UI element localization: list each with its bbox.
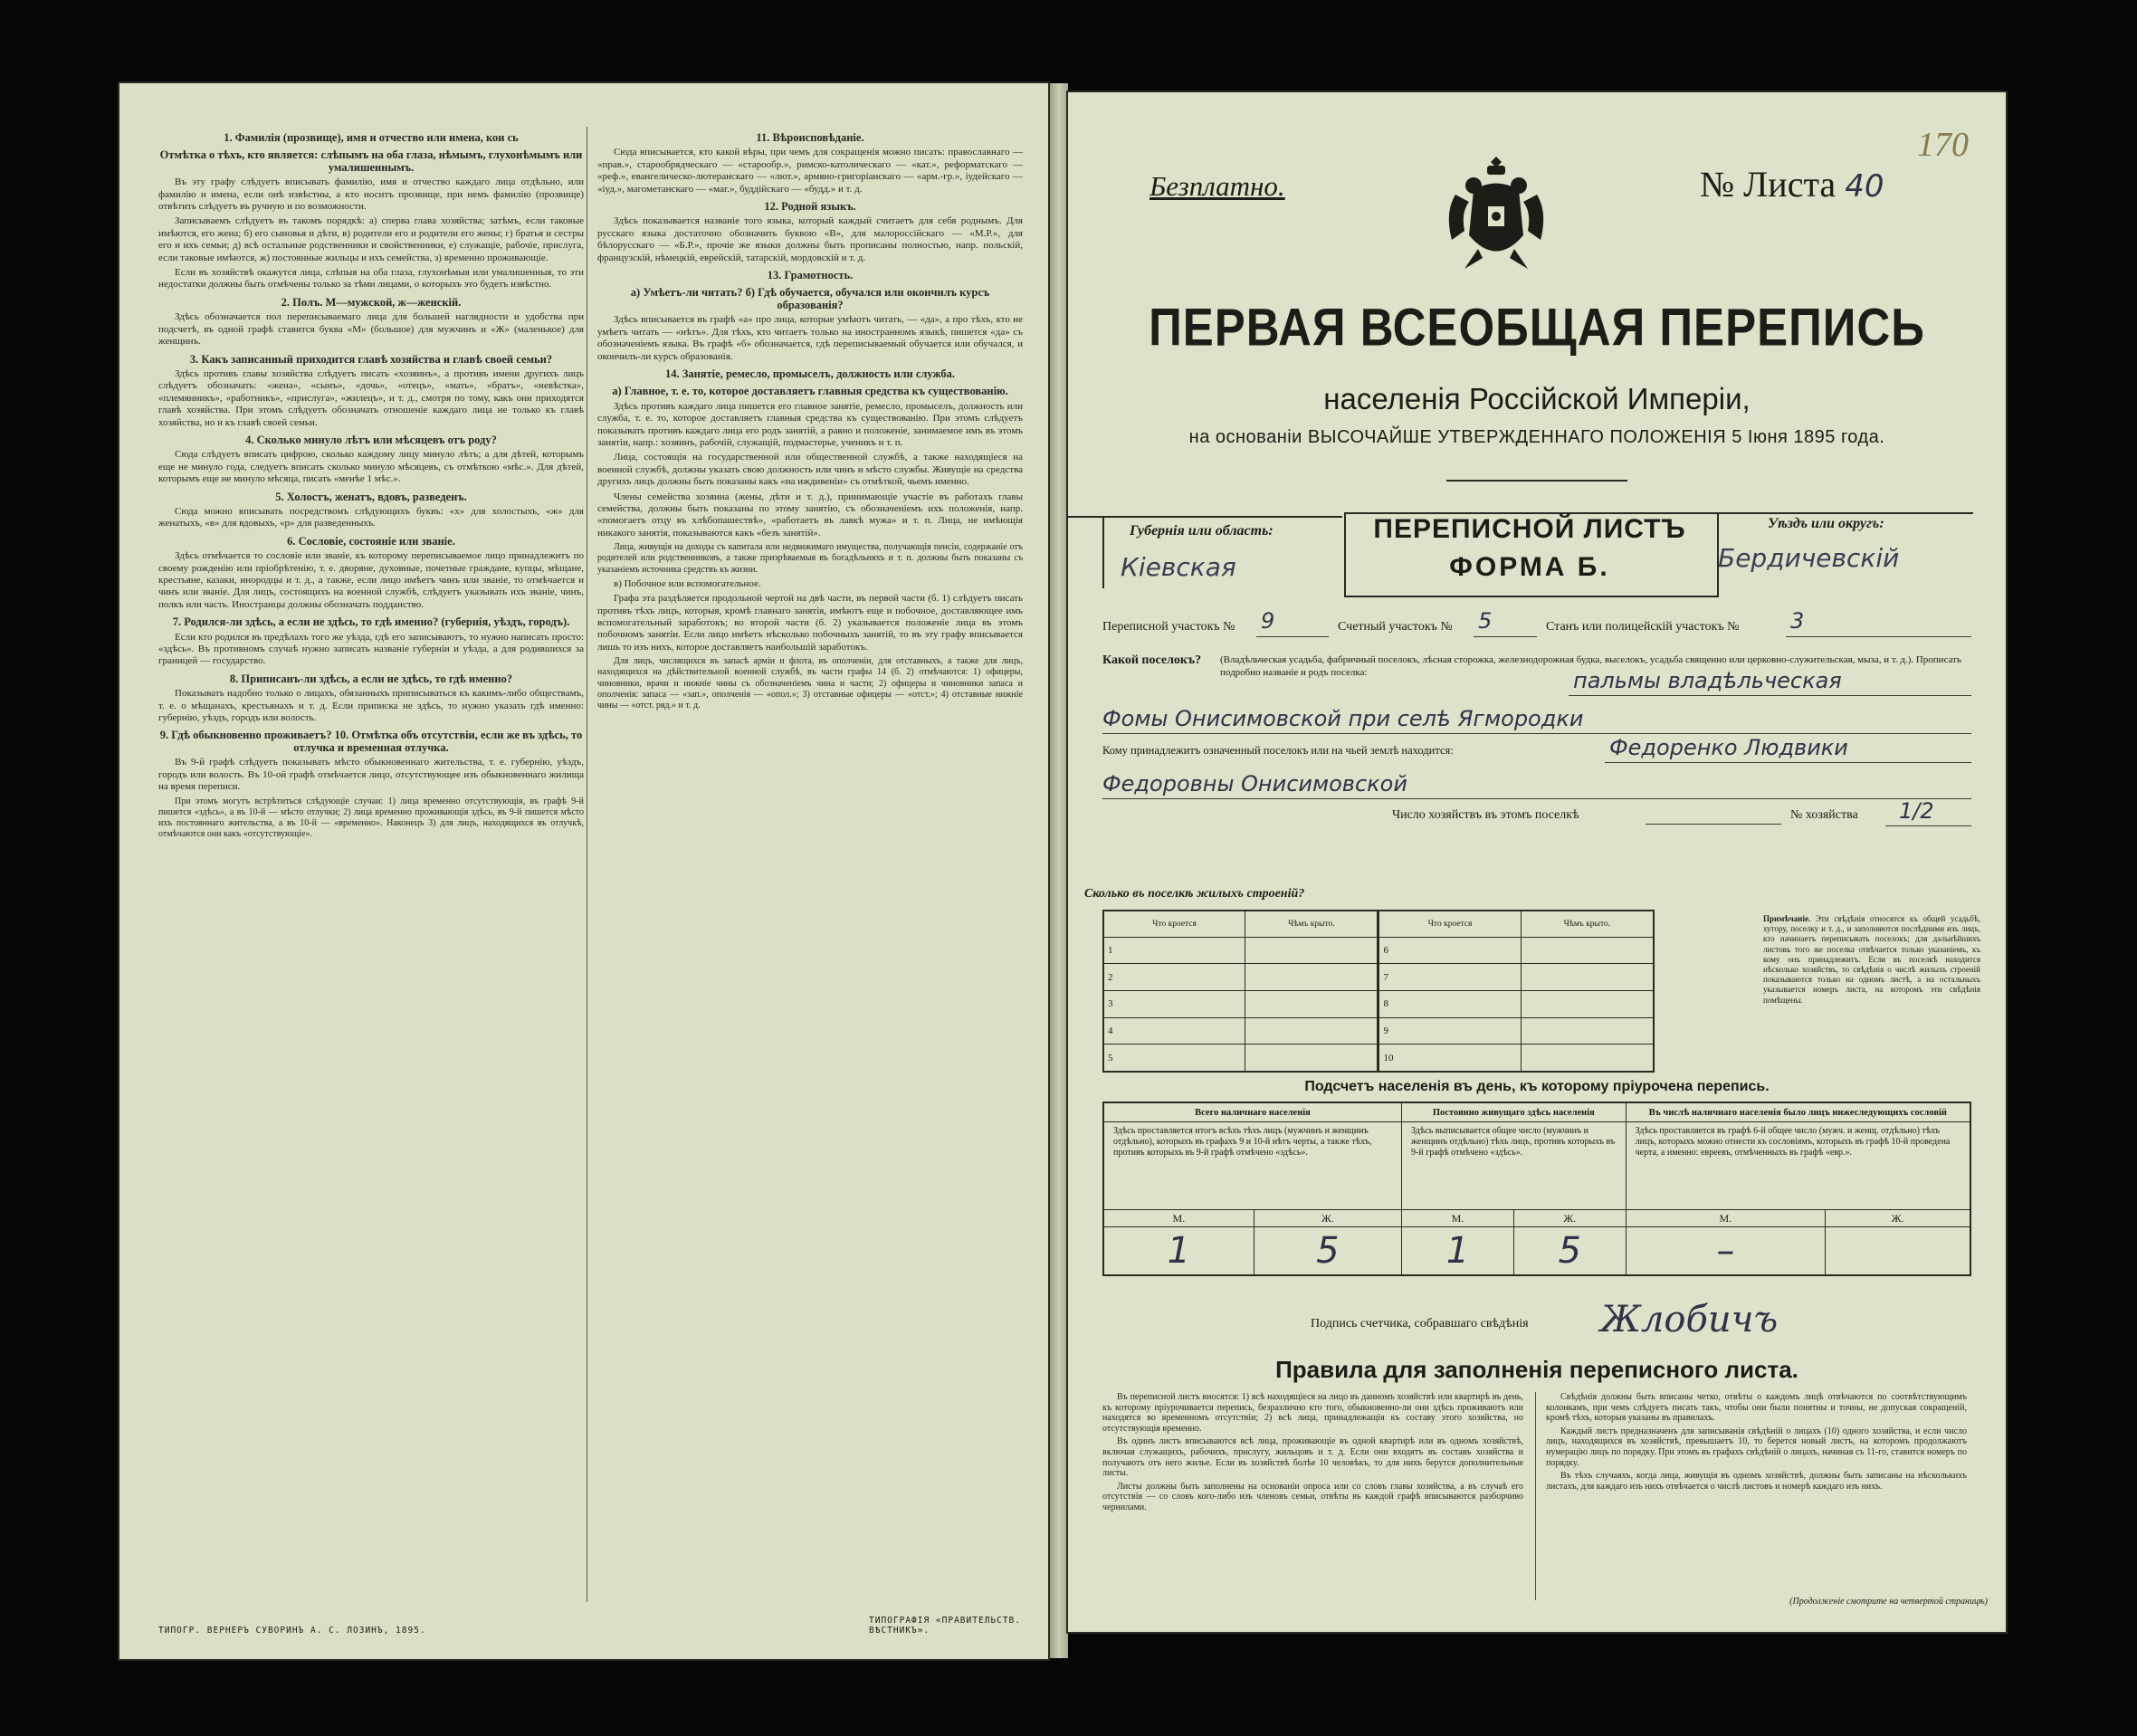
sheet-number-label: № Листа bbox=[1700, 164, 1836, 205]
rule-heading: 9. Гдѣ обыкновенно проживаетъ? 10. Отмѣтка объ отсутствіи, если же въ здѣсь, то отлучка и временная отлучка. bbox=[159, 729, 583, 754]
population-title: Подсчетъ населенія въ день, къ которому пріурочена перепись. bbox=[1304, 1079, 1770, 1094]
rule-paragraph: Записываемъ слѣдуетъ въ такомъ порядкѣ: а) сперва глава хозяйства; затѣмъ, если таковые имѣются, его жена; б) его сыновья и дѣти, в) родители его и родители его жены; г) братья и сестры его и ихъ семьи; д) всѣ остальные родственники и свойственники, е) служащіе, рабочіе, прислуга, если таковые имѣются, ж) постоянные жильцы и ихъ семейства, з) временно проживающіе. bbox=[158, 215, 584, 263]
rule-heading: 2. Полъ. М—мужской, ж—женскій. bbox=[281, 295, 462, 309]
police-area-label: Станъ или полицейскій участокъ № bbox=[1546, 620, 1740, 634]
settlement-value-line2: Фомы Онисимовской при селѣ Ягмородки bbox=[1102, 706, 1584, 731]
present-male-count: 1 bbox=[1103, 1227, 1254, 1276]
police-area-value: 3 bbox=[1790, 608, 1805, 634]
page-gutter bbox=[1050, 83, 1068, 1658]
rule-paragraph: Сюда вписывается, кто какой вѣры, при чемъ для сокращенія можно писать: православнаго — «прав.», старообрядческаго — «старообр.», римско-католическаго — «кат.», реформатскаго — «реф.», евангелическо-лютеранскаго — «лют.», армяно-григоріанскаго — «арм.-гр.», іудейскаго — «іуд.», магометанскаго — «маг.», буддійскаго — «будд.» и т. д. bbox=[597, 147, 1023, 195]
table-row bbox=[1103, 1044, 1654, 1072]
printer-footer-right: ТИПОГРАФІЯ «ПРАВИТЕЛЬСТВ. ВѢСТНИКЪ». bbox=[869, 1616, 1021, 1636]
rules-paragraph: Каждый листъ предназначенъ для записыванія свѣдѣній о лицахъ (10) одного хозяйства, и если число лицъ, находящихся въ хозяйствѣ, превышаетъ 10, то берется новый листъ, на которомъ продолжаютъ нумерацію лицъ по порядку. При этомъ въ графахъ свѣдѣній о лицахъ, начиная съ 11-го, ставится номеръ по порядку. bbox=[1546, 1426, 1967, 1468]
rule-paragraph: Сюда слѣдуетъ вписать цифрою, сколько каждому лицу минуло лѣтъ; а для дѣтей, которымъ еще не минуло года, следуетъ вписать сколько минуло мѣсяцевъ, съ отмѣткою «мѣс.». Для дѣтей, которымъ еще не минуло мѣсяца, писать «менѣе 1 мѣс.». bbox=[158, 449, 584, 485]
dwellings-header: Чѣмъ крыто. bbox=[1245, 911, 1379, 937]
population-desc-present: Здѣсь проставляется итогъ всѣхъ тѣхъ лицъ (мужчинъ и женщинъ отдѣльно), которыхъ въ графахъ 9 и 10-й нѣтъ черты, а также тѣхъ, противъ которыхъ въ 9-й графѣ отмѣчено «здѣсь». bbox=[1103, 1122, 1402, 1210]
settlement-underline-2 bbox=[1102, 733, 1971, 734]
rules-paragraph: Въ одинъ листъ вписываются всѣ лица, проживающіе въ одной квартирѣ или въ одномъ хозяйствѣ, включая служащихъ, рабочихъ, прислугу, жильцовъ и т. д. Если они входятъ въ составъ хозяйства и получаютъ отъ него жилье. Если въ хозяйствѣ болѣе 10 человѣкъ, то для нихъ берутся дополнительные листы. bbox=[1102, 1436, 1523, 1479]
rule-heading: 13. Грамотность. bbox=[767, 269, 854, 282]
subtitle: населенія Россійской Имперіи, bbox=[1323, 382, 1751, 415]
rules-column-1 bbox=[1102, 1392, 1523, 1516]
uezd-label: Уѣздъ или округъ: bbox=[1768, 516, 1884, 531]
rule-heading: 6. Сословіе, состояніе или званіе. bbox=[287, 534, 455, 548]
owner-value-line1: Федоренко Людвики bbox=[1609, 735, 1848, 760]
counting-area-value: 5 bbox=[1478, 608, 1493, 634]
rule-paragraph: Если въ хозяйствѣ окажутся лица, слѣпыя на оба глаза, глухонѣмыя или умалишенныя, то эти недостатки должны быть отмѣчены только за тѣми лицами, о которыхъ это будетъ извѣстно. bbox=[158, 267, 584, 291]
sex-label-male: М. bbox=[1103, 1210, 1254, 1227]
rule-paragraph: Сюда можно вписывать посредствомъ слѣдующихъ буквъ: «х» для холостыхъ, «ж» для женатыхъ, «в» для вдовыхъ, «р» для разведенныхъ. bbox=[158, 505, 584, 529]
rules-title: Правила для заполненія переписного листа. bbox=[1275, 1356, 1798, 1383]
rule-paragraph: Графа эта раздѣляется продольной чертой на двѣ части, въ первой части (б. 1) слѣдуетъ писать противъ тѣхъ лицъ, которыя, кромѣ главнаго занятія, имѣютъ еще и побочное, доставляющее имъ вспомогательный заработокъ; во второй части (б. 2) указывается положеніе лица въ этомъ побочномъ занятіи. Если лицо имѣетъ нѣсколько побочныхъ занятій, то въ эту графу вписывается лишь то изъ нихъ, которое доставляетъ наибольшій заработокъ. bbox=[597, 593, 1023, 653]
estates-male-count: – bbox=[1626, 1227, 1826, 1276]
sex-label-female: Ж. bbox=[1826, 1210, 1970, 1227]
instructions-column-2 bbox=[597, 127, 1023, 714]
rule-heading: а) Умѣетъ-ли читать? б) Гдѣ обучается, обучался или окончилъ курсъ образованія? bbox=[630, 286, 990, 311]
rule-paragraph-small: Для лицъ, числящихся въ запасѣ арміи и флота, въ ополченіи, для отставныхъ, а также для лицъ, находящихся на дѣйствительной военной службѣ, въ части графы 14 (б. 2) отмѣчаются: 1) офицеры, чиновники, врачи и нижніе чины съ обозначеніемъ чина и части; 2) офицеры и чиновники запаса и ополченія: запаса — «зап.», ополченія — «опол.»; 3) отставные офицеры — «отст.»; 4) отставные нижніе чины — «отст. ряд.» и т. д. bbox=[597, 656, 1023, 711]
rule-heading: а) Главное, т. е. то, которое доставляетъ главныя средства къ существованію. bbox=[612, 385, 1008, 398]
sheet-number-value: 40 bbox=[1845, 168, 1884, 205]
dwellings-note-text: Эти свѣдѣнія относятся къ общей усадьбѣ, хутору, поселку и т. д., и заполняются послѣдними изъ лицъ, кто начинаетъ переписывать поселокъ; для дальнѣйшихъ листовъ того же поселка отвѣчается только указаніемъ, къ кому онъ принадлежитъ. Если въ поселкѣ находится нѣсколько хозяйствъ, то свѣдѣнія о числѣ жилыхъ строеній показываются только на одномъ листѣ, а на остальныхъ указывается номеръ листа, на которомъ эти свѣдѣнія помѣщены. bbox=[1763, 914, 1980, 1005]
rule-paragraph-small: Лица, живущія на доходы съ капитала или недвижимаго имущества, получающія пенсіи, содержаніе отъ родителей или родственниковъ, а также призрѣваемыя въ богадѣльняхъ и т. п. должны быть показаны съ указаніемъ источника средствъ къ жизни. bbox=[597, 542, 1023, 575]
settlement-underline-1 bbox=[1569, 695, 1971, 696]
table-cell bbox=[1521, 1017, 1654, 1044]
population-desc-permanent: Здѣсь выписывается общее число (мужчинъ и женщинъ отдѣльно) тѣхъ лицъ, противъ которыхъ въ 9-й графѣ отмѣчено «здѣсь». bbox=[1402, 1122, 1627, 1210]
title-divider bbox=[1446, 480, 1627, 482]
household-number-value: 1/2 bbox=[1899, 798, 1934, 824]
permanent-female-count: 5 bbox=[1513, 1227, 1626, 1276]
table-row bbox=[1103, 937, 1654, 964]
dwellings-header: Что кроется bbox=[1103, 911, 1245, 937]
row-number: 7 bbox=[1379, 964, 1521, 991]
rule-heading: 8. Приписанъ-ли здѣсь, а если не здѣсь, то гдѣ именно? bbox=[229, 672, 513, 685]
table-row bbox=[1103, 1017, 1654, 1044]
owner-value-line2: Федоровны Онисимовской bbox=[1102, 771, 1407, 796]
printer-footer-left: ТИПОГР. ВЕРНЕРЪ СУВОРИНЪ А. С. ЛОЗИНЪ, 1895. bbox=[158, 1626, 426, 1636]
sex-label-female: Ж. bbox=[1254, 1210, 1401, 1227]
settlement-value-line1: пальмы владѣльческая bbox=[1573, 668, 1842, 693]
households-label: Число хозяйствъ въ этомъ поселкѣ bbox=[1392, 808, 1579, 822]
sex-label-male: М. bbox=[1626, 1210, 1826, 1227]
rule-heading: 5. Холостъ, женатъ, вдовъ, разведенъ. bbox=[275, 490, 467, 503]
left-page-instructions bbox=[118, 81, 1050, 1661]
table-cell bbox=[1245, 937, 1379, 964]
census-area-underline bbox=[1256, 636, 1329, 637]
rules-column-2 bbox=[1546, 1392, 1967, 1494]
population-header-estates: Въ числѣ наличнаго населенія было лицъ нижеследующихъ сословій bbox=[1626, 1102, 1970, 1122]
table-row bbox=[1103, 990, 1654, 1017]
census-form-page bbox=[1066, 91, 2008, 1634]
row-number: 6 bbox=[1379, 937, 1521, 964]
row-number: 2 bbox=[1103, 964, 1245, 991]
row-number: 10 bbox=[1379, 1044, 1521, 1072]
police-area-underline bbox=[1786, 636, 1971, 637]
rules-column-divider bbox=[1535, 1392, 1536, 1600]
population-header-permanent: Постоянно живущаго здѣсь населенія bbox=[1402, 1102, 1627, 1122]
row-number: 3 bbox=[1103, 990, 1245, 1017]
uezd-value: Бердичевскій bbox=[1718, 543, 1900, 573]
table-cell bbox=[1521, 990, 1654, 1017]
dwellings-header: Что кроется bbox=[1379, 911, 1521, 937]
rule-heading: 12. Родной языкъ. bbox=[764, 200, 856, 214]
rule-heading: 11. Вѣроисповѣданіе. bbox=[756, 131, 864, 144]
rule-heading: 1. Фамилія (прозвище), имя и отчество или имена, кои сь bbox=[224, 131, 519, 144]
owner-underline-1 bbox=[1605, 762, 1971, 763]
rules-continued-note: (Продолженіе смотрите на четвертой страницѣ) bbox=[1789, 1597, 1988, 1607]
census-area-value: 9 bbox=[1261, 608, 1275, 634]
table-cell bbox=[1245, 1017, 1379, 1044]
sheet-title: ПЕРЕПИСНОЙ ЛИСТЪ bbox=[1373, 514, 1686, 544]
row-number: 5 bbox=[1103, 1044, 1245, 1072]
dwellings-header: Чѣмъ крыто. bbox=[1521, 911, 1654, 937]
counting-area-underline bbox=[1474, 636, 1537, 637]
table-cell bbox=[1521, 964, 1654, 991]
rule-paragraph: Здѣсь показывается названіе того языка, который каждый считаетъ для себя роднымъ. Для русскаго языка достаточно обозначить буквою «В», для малороссійскаго — «М.Р.», для бѣлорусскаго — «Б.Р.», прочіе же языки должны быть прописаны полностью, напр. польскій, французскій, нѣмецкій, еврейскій, татарскій, мордовскій и т. д. bbox=[597, 215, 1023, 263]
rule-paragraph: Показывать надобно только о лицахъ, обязанныхъ приписываться къ какимъ-либо обществамъ, т. е. о мѣщанахъ, крестьянахъ и т. д. Если приписка не здѣсь, то нужно указать гдѣ именно: губернію, уѣздъ, городъ или волость. bbox=[158, 688, 584, 724]
dwellings-title: Сколько въ поселкѣ жилыхъ строеній? bbox=[1084, 887, 1305, 901]
household-number-label: № хозяйства bbox=[1790, 808, 1858, 822]
rule-paragraph: Лица, состоящія на государственной или общественной службѣ, а также находящіеся на военной службѣ, должны указать свою должность или чинъ и мѣсто службы. Живущіе на средства другихъ лицъ должны быть показаны какъ «на иждивеніи» съ отмѣткой, чьемъ именно. bbox=[597, 452, 1023, 488]
dwellings-table bbox=[1102, 910, 1655, 1073]
settlement-label: Какой поселокъ? bbox=[1102, 653, 1202, 667]
rule-paragraph: Въ эту графу слѣдуетъ вписывать фамилію, имя и отчество каждаго лица отдѣльно, или фамилію и имена, если онѣ извѣстны, а кто носитъ прозвище, при немъ фамилію (прозвище) отвѣтить слѣдуетъ въ ручную и по возможности. bbox=[158, 176, 584, 213]
households-underline bbox=[1646, 824, 1781, 825]
population-header-present: Всего наличнаго населенія bbox=[1103, 1102, 1402, 1122]
population-desc-estates: Здѣсь проставляется въ графѣ 6-й общее число (мужч. и женщ. отдѣльно) тѣхъ лицъ, которыхъ можно отнести къ сословіямъ, которыхъ въ графѣ 10-й проведена черта, а именно: евреевъ, отмѣченныхъ въ графѣ «евр.». bbox=[1626, 1122, 1970, 1210]
sex-label-male: М. bbox=[1402, 1210, 1514, 1227]
rule-paragraph: Члены семейства хозяина (жены, дѣти и т. д.), принимающіе участіе въ работахъ главы семейства, должны быть показаны по этому занятію, съ обозначеніемъ ихъ положенія, напр. «помогаетъ отцу въ хлѣбопашествѣ», «работаетъ въ лавкѣ мужа» и т. п. Лица, не имѣющія никакого занятія, показываются какъ «безъ занятій». bbox=[597, 491, 1023, 539]
rule-heading: 14. Занятіе, ремесло, промыселъ, должность или служба. bbox=[664, 367, 956, 380]
owner-label: Кому принадлежитъ означенный поселокъ или на чьей землѣ находится: bbox=[1102, 744, 1454, 757]
dwellings-note bbox=[1763, 914, 1980, 1006]
row-number: 9 bbox=[1379, 1017, 1521, 1044]
double-headed-eagle-emblem bbox=[1437, 149, 1555, 276]
rule-paragraph: Здѣсь отмѣчается то сословіе или званіе, къ которому переписываемое лицо принадлежитъ по своему рожденію или пріобрѣтенію, т. е. дворяне, духовные, почетные граждане, купцы, мѣщане, крестьяне, казаки, инородцы и т. д., а также, если лицо имѣетъ чинъ или званіе, то отмѣчается и чинъ или званіе. Для лицъ, состоящихъ на военной службѣ, слѣдуетъ указывать ихъ званіе, чинъ, полкъ или часть. Иностранцы должны обозначать подданство. bbox=[158, 550, 584, 610]
settlement-hint: (Владѣльческая усадьба, фабричный поселокъ, лѣсная сторожка, железнодорожная будка, выселокъ, усадьба священно или церковно-служительская, мызa, и т. д.). Прописать подробно названіе и родъ поселка: bbox=[1220, 654, 1962, 678]
row-number: 4 bbox=[1103, 1017, 1245, 1044]
counting-area-label: Счетный участокъ № bbox=[1338, 620, 1453, 634]
uezd-rule bbox=[1715, 512, 1973, 514]
owner-underline-2 bbox=[1102, 798, 1971, 799]
rule-paragraph: в) Побочное или вспомогательное. bbox=[614, 577, 761, 589]
census-area-label: Переписной участокъ № bbox=[1102, 620, 1235, 634]
row-number: 1 bbox=[1103, 937, 1245, 964]
rules-paragraph: Въ тѣхъ случаяхъ, когда лица, живущія въ одномъ хозяйствѣ, должны быть записаны на нѣсколькихъ листахъ, для каждаго изъ нихъ отвѣчается о числѣ листовъ и номерѣ каждаго изъ нихъ. bbox=[1546, 1471, 1967, 1492]
page-annotation: 170 bbox=[1917, 126, 1969, 164]
household-number-underline bbox=[1885, 825, 1971, 826]
present-female-count: 5 bbox=[1254, 1227, 1401, 1276]
rule-paragraph: Здѣсь противъ каждаго лица пишется его главное занятіе, ремесло, промыселъ, должность или служба, т. е. то, которое доставляетъ главныя средства къ существованію. При этомъ слѣдуетъ показывать противъ каждаго лица его родъ занятій, а равно и положеніе, занимаемое имъ въ этомъ занятіи, напр.: хозяинъ, рабочій, служащій, подмастерье, ученикъ и т. п. bbox=[597, 400, 1023, 448]
basis-line: на основаніи ВЫСОЧАЙШЕ УТВЕРЖДЕННАГО ПОЛОЖЕНІЯ 5 Іюня 1895 года. bbox=[1188, 427, 1885, 447]
rule-heading: Отмѣтка о тѣхъ, кто является: слѣпымъ на оба глаза, нѣмымъ, глухонѣмымъ или умалишеннымъ. bbox=[159, 148, 583, 174]
table-row bbox=[1103, 964, 1654, 991]
row-number: 8 bbox=[1379, 990, 1521, 1017]
rule-heading: 7. Родился-ли здѣсь, а если не здѣсь, то гдѣ именно? (губернія, уѣздъ, городъ). bbox=[172, 615, 570, 629]
sheet-number bbox=[1700, 163, 1884, 205]
gubernia-label: Губернія или область: bbox=[1130, 523, 1274, 539]
instructions-column-1 bbox=[158, 127, 584, 843]
gubernia-value: Кіевская bbox=[1121, 552, 1236, 582]
rules-paragraph: Свѣдѣнія должны быть вписаны четко, отвѣты о каждомъ лицѣ отвѣчаются по соотвѣтствующимъ колонкамъ, при чемъ слѣдуетъ писать такъ, чтобы они были понятны и точны, не допуская сокращеній, кромѣ тѣхъ, которыя указаны въ правилахъ. bbox=[1546, 1392, 1967, 1424]
permanent-male-count: 1 bbox=[1402, 1227, 1514, 1276]
form-label: ФОРМА Б. bbox=[1449, 552, 1610, 582]
rules-paragraph: Листы должны быть заполнены на основаніи опроса или со словъ главы хозяйства, а въ случаѣ его отсутствія — со словъ кого-либо изъ членовъ семьи, отвѣты въ каждой графѣ вписываются разборчиво чернилами. bbox=[1102, 1481, 1523, 1512]
rule-paragraph: Въ 9-й графѣ слѣдуетъ показывать мѣсто обыкновеннаго жительства, т. е. губернію, уѣздъ, городъ или волость. Въ 10-ой графѣ отмѣчается лицо, отсутствующее изъ обыкновеннаго жилища на время переписи. bbox=[158, 757, 584, 793]
table-cell bbox=[1521, 1044, 1654, 1072]
rule-paragraph: Здѣсь обозначается пол переписываемаго лица для большей наглядности и удобства при подсчетѣ, въ одной графѣ ставится буква «М» (большое) для мужчинъ и «Ж» (маленькое) для женщинъ. bbox=[158, 311, 584, 348]
table-cell bbox=[1245, 1044, 1379, 1072]
rules-paragraph: Въ переписной листъ вносятся: 1) всѣ находящіеся на лицо въ данномъ хозяйствѣ или квартирѣ въ день, къ которому пріурочивается перепись, безразлично кто того, обыкновенно-ли они здѣсь проживаютъ или находятся во временномъ отсутствіи; 2) всѣ лица, принадлежащія къ составу этого хозяйства, но отсутствующія временно. bbox=[1102, 1392, 1523, 1434]
rule-heading: 4. Сколько минуло лѣтъ или мѣсяцевъ отъ роду? bbox=[245, 433, 497, 446]
table-cell bbox=[1521, 937, 1654, 964]
main-title: ПЕРВАЯ ВСЕОБЩАЯ ПЕРЕПИСЬ bbox=[1149, 297, 1925, 358]
dwellings-note-head: Примѣчаніе. bbox=[1763, 914, 1811, 923]
rule-paragraph: Если кто родился въ предѣлахъ того же уѣзда, гдѣ его записываютъ, то нужно написать просто: «здѣсь». Въ противномъ случаѣ нужно записать названіе губерніи и уѣзда, а для родившихся за границей — государство. bbox=[158, 631, 584, 667]
rule-heading: 3. Какъ записанный приходится главѣ хозяйства и главѣ своей семьи? bbox=[189, 352, 553, 366]
enumerator-signature: Жлобичъ bbox=[1600, 1299, 1779, 1340]
signature-label: Подпись счетчика, собравшаго свѣдѣнія bbox=[1311, 1317, 1529, 1331]
sex-label-female: Ж. bbox=[1513, 1210, 1626, 1227]
rule-paragraph: Здѣсь противъ главы хозяйства слѣдуетъ писать «хозяинъ», а противъ имени другихъ лицъ слѣдуетъ обозначать: «жена», «сынъ», «дочь», «отецъ», «мать», «братъ», «невѣстка», «племянникъ», «работникъ», «прислуга», «жилецъ», и т. д., смотря по тому, какъ они приходятся главѣ хозяйства. При этомъ слѣдуетъ обозначать отношеніе каждаго лица не только къ главѣ хозяйства, но и къ главѣ своей семьи. bbox=[158, 367, 584, 428]
free-label: Безплатно. bbox=[1150, 170, 1285, 202]
table-cell bbox=[1245, 964, 1379, 991]
rule-paragraph-small: При этомъ могутъ встрѣтиться слѣдующіе случаи: 1) лица временно отсутствующія, въ графѣ 9-й пишется «здѣсь», а въ 10-й — мѣсто отлучки; 2) лица временно проживающія здѣсь, въ 9-й пишется мѣсто ихъ постояннаго жительства, а въ 10-й — «временно». Наконецъ 3) для лицъ, находящихся въ отлучкѣ, отмѣчаются они какъ «отсутствующіе». bbox=[158, 796, 584, 840]
table-cell bbox=[1245, 990, 1379, 1017]
rule-paragraph: Здѣсь вписывается въ графѣ «а» про лица, которые умѣютъ читать, — «да», а про тѣхъ, кто не умѣетъ читать — «нѣтъ». Для тѣхъ, кто читаетъ только на иностранномъ языкѣ, пишется «да» съ обозначеніемъ языка. Въ графѣ «б» обозначается, гдѣ переписываемый обучается или обучался, и окончилъ-ли курсъ образованія. bbox=[597, 314, 1023, 362]
population-table bbox=[1102, 1102, 1971, 1276]
estates-female-count bbox=[1826, 1227, 1970, 1276]
